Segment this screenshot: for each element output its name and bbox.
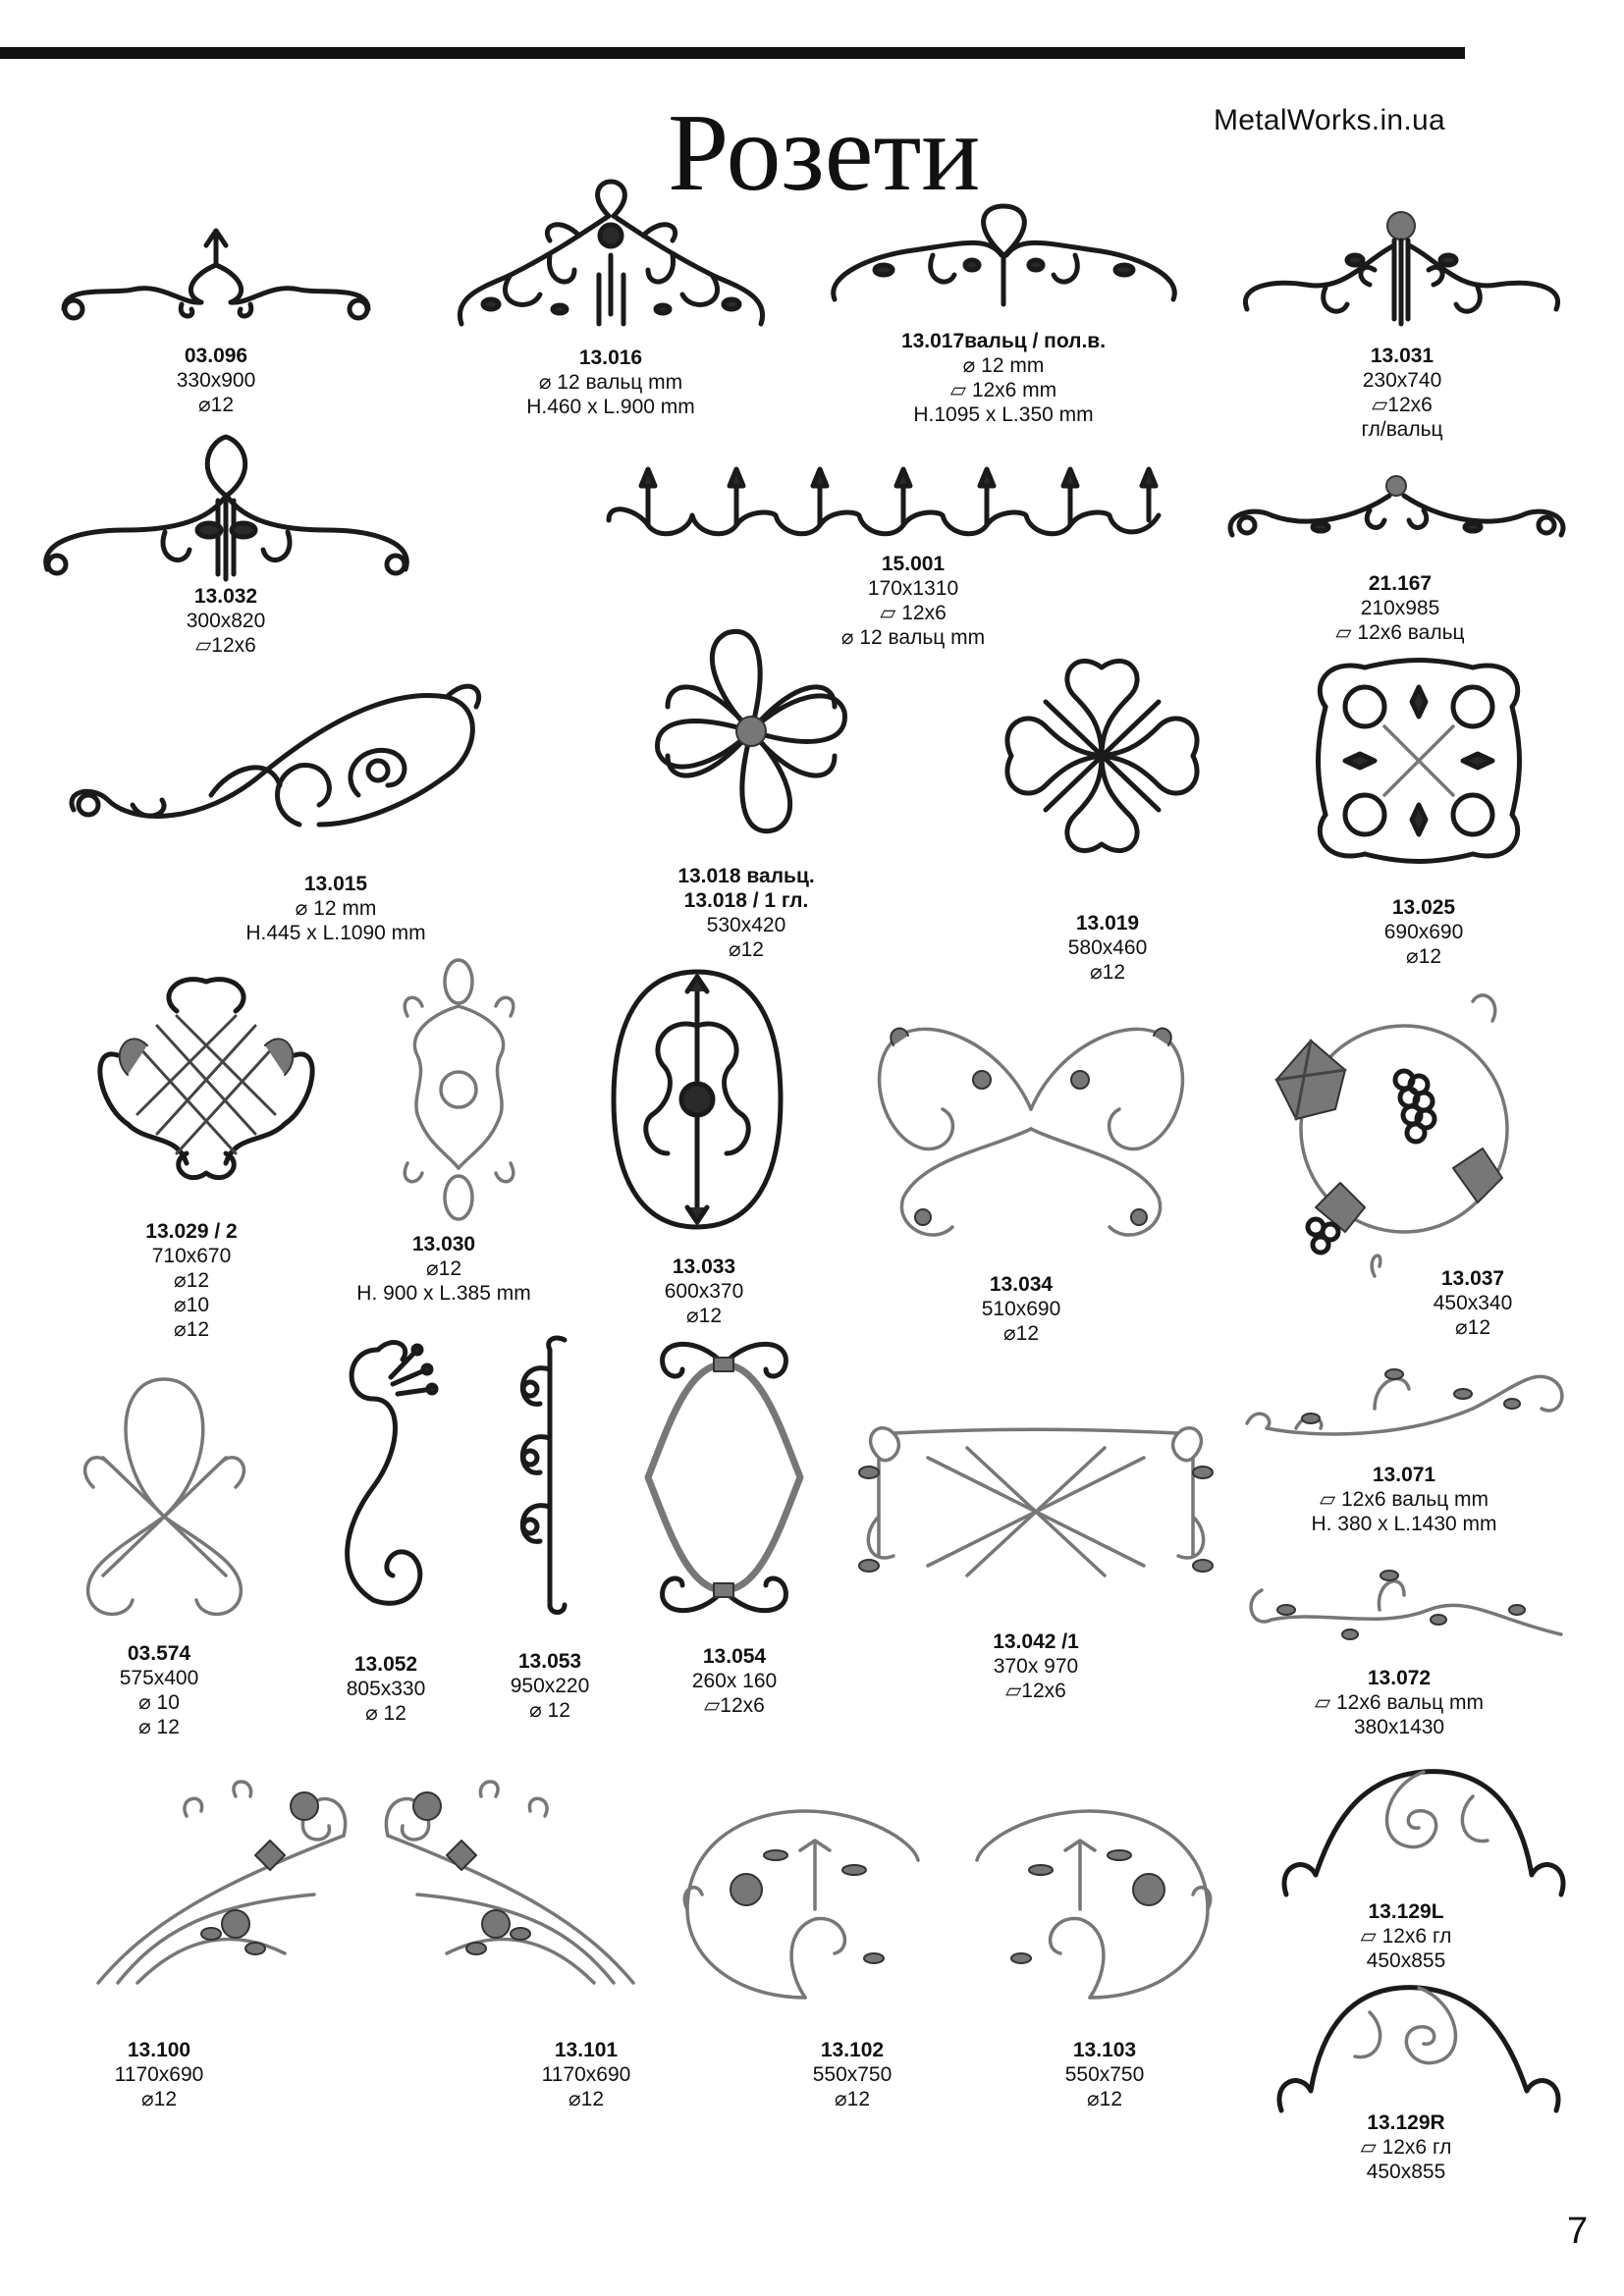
ornament-13-052-image (334, 1330, 447, 1620)
ornament-13-016-image (452, 177, 771, 339)
ornament-13-034-image (864, 1001, 1198, 1256)
ornament-13-072-image (1232, 1551, 1571, 1654)
ornament-13-129L-image (1276, 1757, 1571, 1904)
caption-13-129L: 13.129L ▱ 12x6 гл 450x855 (1360, 1900, 1452, 1972)
caption-13-025: 13.025 690x690 ⌀12 (1383, 896, 1464, 968)
caption-13-016: 13.016 ⌀ 12 вальц mm H.460 x L.900 mm (526, 347, 695, 418)
ornament-15-001-image (599, 461, 1168, 550)
caption-03-574: 03.574 575x400 ⌀ 10 ⌀ 12 (119, 1642, 199, 1738)
site-url: MetalWorks.in.ua (1214, 104, 1445, 136)
ornament-13-017-image (825, 196, 1183, 319)
ornament-13-025-image (1306, 648, 1532, 874)
ornament-13-129R-image (1272, 1973, 1566, 2120)
caption-13-019: 13.019 580x460 ⌀12 (1067, 912, 1148, 984)
ornament-03-096-image (54, 226, 378, 339)
ornament-13-018-image (648, 618, 854, 844)
page-title: Розети (668, 92, 981, 214)
ornament-13-033-image (609, 967, 785, 1232)
caption-13-032: 13.032 300x820 ▱12x6 (186, 585, 266, 657)
caption-13-015: 13.015 ⌀ 12 mm H.445 x L.1090 mm (245, 873, 426, 944)
ornament-13-037-image (1257, 982, 1522, 1306)
caption-13-101: 13.101 1170x690 ⌀12 (541, 2039, 631, 2110)
caption-13-102: 13.102 550x750 ⌀12 (812, 2039, 893, 2110)
caption-13-033: 13.033 600x370 ⌀12 (664, 1255, 744, 1327)
ornament-13-101-image (378, 1777, 643, 1998)
caption-13-129R: 13.129R ▱ 12x6 гл 450x855 (1360, 2111, 1452, 2183)
ornament-13-029-2-image (88, 967, 324, 1188)
caption-13-034: 13.034 510x690 ⌀12 (981, 1273, 1061, 1345)
caption-13-103: 13.103 550x750 ⌀12 (1064, 2039, 1145, 2110)
caption-03-096: 03.096 330x900 ⌀12 (176, 345, 256, 416)
caption-13-030: 13.030 ⌀12 H. 900 x L.385 mm (356, 1233, 531, 1305)
ornament-03-574-image (74, 1369, 255, 1625)
caption-13-042-1: 13.042 /1 370x 970 ▱12x6 (993, 1630, 1079, 1702)
ornament-13-100-image (88, 1777, 353, 1998)
caption-13-018: 13.018 вальц. 13.018 / 1 гл. 530x420 ⌀12 (677, 865, 815, 961)
page-number: 7 (1567, 2211, 1589, 2252)
caption-13-017: 13.017вальц / пол.в. ⌀ 12 mm ▱ 12x6 mm H.1095 x L.350 mm (900, 330, 1107, 426)
ornament-13-103-image (967, 1801, 1218, 2007)
ornament-13-053-image (496, 1330, 579, 1620)
caption-13-054: 13.054 260x 160 ▱12x6 (691, 1645, 778, 1717)
ornament-13-071-image (1237, 1350, 1571, 1448)
caption-13-071: 13.071 ▱ 12x6 вальц mm H. 380 x L.1430 mm (1311, 1464, 1497, 1535)
ornament-13-030-image (388, 957, 530, 1222)
caption-13-053: 13.053 950x220 ⌀ 12 (510, 1650, 590, 1722)
ornament-13-031-image (1237, 201, 1566, 334)
ornament-13-015-image (64, 667, 486, 849)
caption-21-167: 21.167 210x985 ▱ 12x6 вальц (1335, 572, 1465, 644)
ornament-13-054-image (628, 1330, 820, 1625)
caption-13-072: 13.072 ▱ 12x6 вальц mm 380x1430 (1315, 1667, 1484, 1738)
caption-13-037: 13.037 450x340 ⌀12 (1433, 1267, 1513, 1339)
caption-13-029-2: 13.029 / 2 710x670 ⌀12 ⌀10 ⌀12 (145, 1220, 238, 1341)
ornament-13-102-image (677, 1801, 928, 2007)
ornament-13-019-image (997, 648, 1208, 864)
ornament-13-032-image (37, 432, 415, 589)
caption-13-100: 13.100 1170x690 ⌀12 (114, 2039, 204, 2110)
ornament-21-167-image (1222, 466, 1571, 555)
top-rule (0, 47, 1465, 59)
ornament-13-042-1-image (849, 1418, 1222, 1585)
caption-13-052: 13.052 805x330 ⌀ 12 (346, 1653, 426, 1725)
caption-13-031: 13.031 230x740 ▱12x6 гл/вальц (1361, 345, 1443, 441)
caption-15-001: 15.001 170x1310 ▱ 12x6 ⌀ 12 вальц mm (840, 553, 986, 649)
